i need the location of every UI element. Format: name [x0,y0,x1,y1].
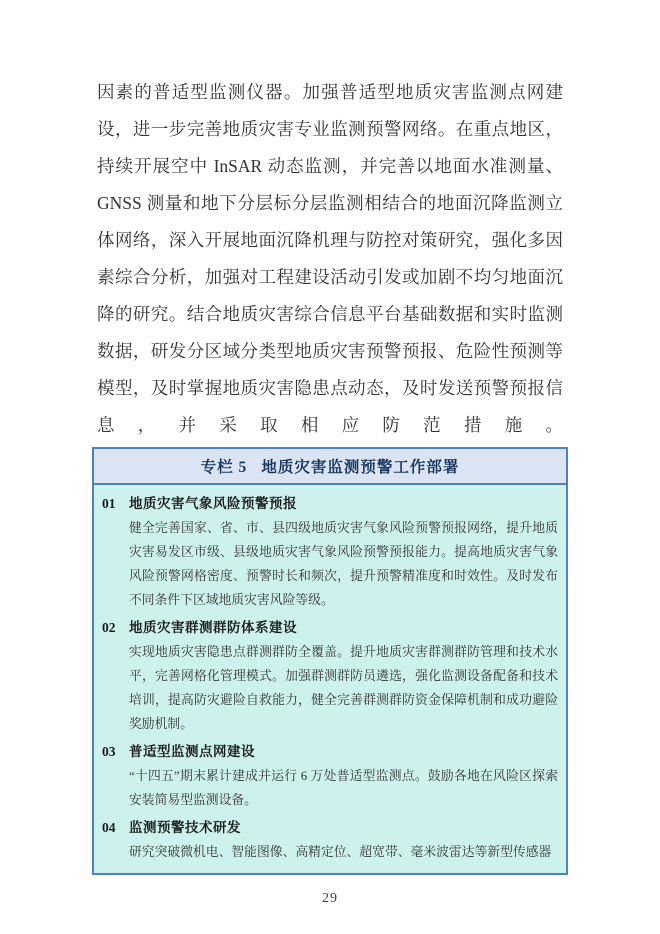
paragraph-line: 因素的普适型监测仪器。加强普适型地质灾害监测点网建 [97,82,563,102]
paragraph-line: GNSS 测量和地下分层标分层监测相结合的地面沉降监测立 [97,193,563,213]
item-number: 04 [102,820,116,835]
panel-label: 专栏 5 [200,459,248,476]
paragraph-line: 数据，研发分区域分类型地质灾害预警预报、危险性预测等 [97,341,563,361]
paragraph-line: 素综合分析，加强对工程建设活动引发或加剧不均匀地面沉 [97,267,563,287]
item-header [102,740,558,764]
item-header [102,616,558,640]
item-title: 地质灾害群测群防体系建设 [129,620,297,635]
item-number: 02 [102,620,116,635]
panel-title: 地质灾害监测预警工作部署 [261,459,460,476]
item-number: 03 [102,744,116,759]
panel-item [102,616,558,736]
item-title: 普适型监测点网建设 [129,744,255,759]
panel-item [102,740,558,812]
item-title: 监测预警技术研发 [129,820,241,835]
panel-header [94,449,566,485]
item-title: 地质灾害气象风险预警预报 [129,496,297,511]
item-text: “十四五”期末累计建成并运行 6 万处普适型监测点。鼓励各地在风险区探索安装简易型监测设备。 [129,769,558,807]
page-number: 29 [322,891,338,906]
item-header [102,492,558,516]
paragraph-line: 体网络，深入开展地面沉降机理与防控对策研究，强化多因 [97,230,563,250]
item-text: 研究突破微机电、智能图像、高精定位、超宽带、毫米波雷达等新型传感器 [129,845,552,859]
panel-body [94,485,566,873]
body-paragraph [97,74,563,444]
paragraph-line: 模型，及时掌握地质灾害隐患点动态，及时发送预警预报信 [97,378,563,398]
item-text: 实现地质灾害隐患点群测群防全覆盖。提升地质灾害群测群防管理和技术水平，完善网格化管理模式。加强群测群防员遴选，强化监测设备配备和技术培训，提高防灾避险自救能力，健全完善群测群防资金保障机制和成功避险奖励机制。 [129,645,558,731]
item-header [102,816,558,840]
paragraph-line: 息，并采取相应防范措施。 [97,415,563,435]
paragraph-line: 设，进一步完善地质灾害专业监测预警网络。在重点地区， [97,119,563,139]
item-text: 健全完善国家、省、市、县四级地质灾害气象风险预警预报网络，提升地质灾害易发区市级、县级地质灾害气象风险预警预报能力。提高地质灾害气象风险预警网格密度、预警时长和频次，提升预警精准度和时效性。及时发布不同条件下区域地质灾害风险等级。 [129,521,558,607]
paragraph-line: 持续开展空中 InSAR 动态监测，并完善以地面水准测量、 [97,156,563,176]
highlight-panel [92,447,568,875]
item-number: 01 [102,496,116,511]
panel-item [102,816,558,864]
paragraph-line: 降的研究。结合地质灾害综合信息平台基础数据和实时监测 [97,304,563,324]
panel-item [102,492,558,612]
